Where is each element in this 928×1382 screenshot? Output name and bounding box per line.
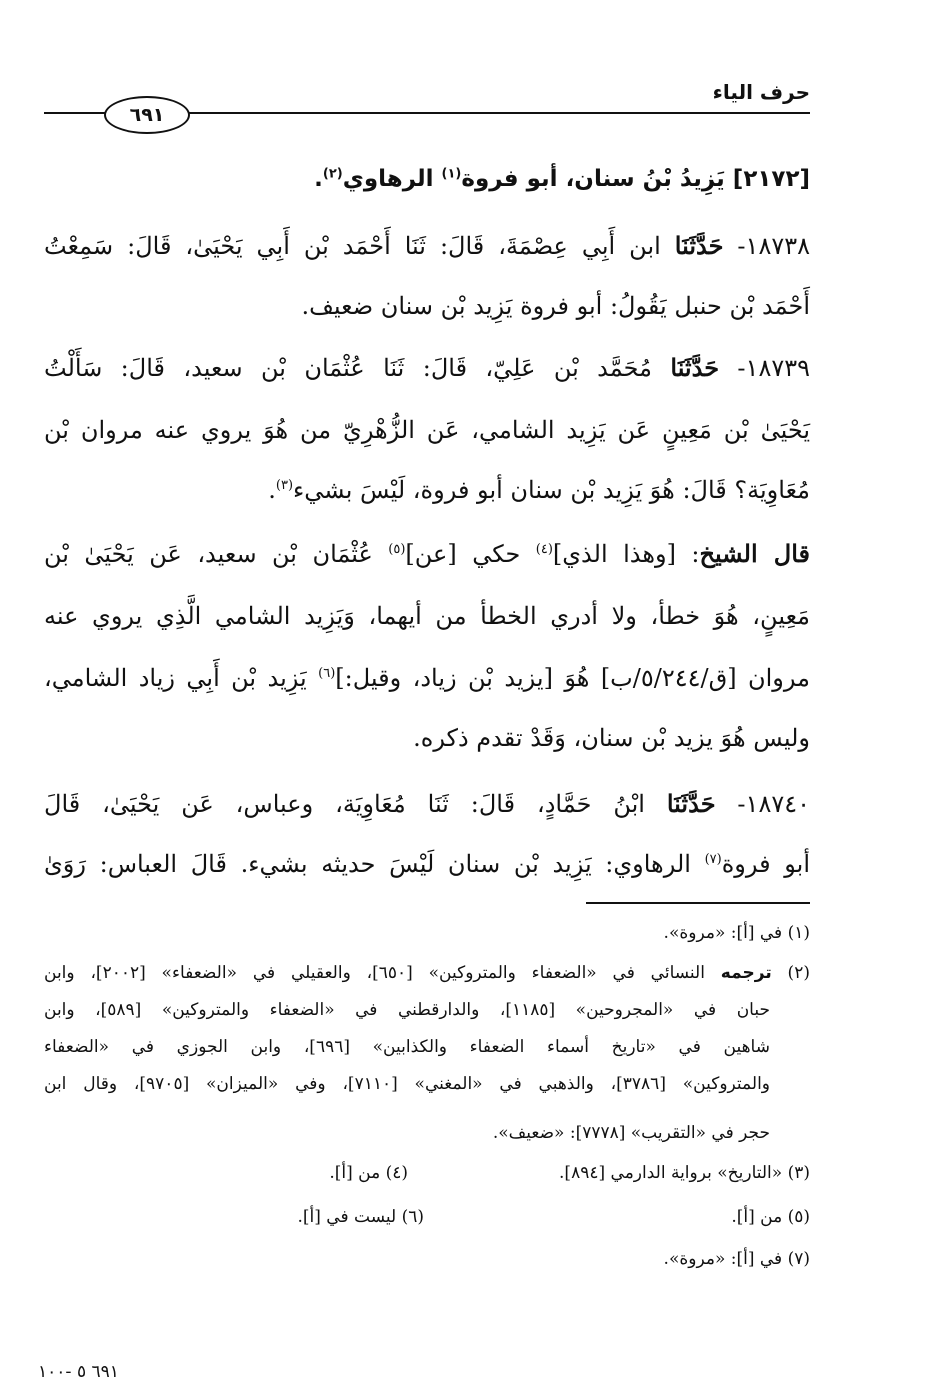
footnote-lead: ترجمه [720, 963, 772, 983]
hadith-lead: حَدَّثَنَا [666, 789, 716, 818]
footnote-2-line-5: حجر في «التقريب» [٧٧٧٨]: «ضعيف». [492, 1123, 770, 1143]
paragraph-text: مُحَمَّد بْن عَلِيّ، قَالَ: ثَنَا عُثْمَان بْن سعيد، قَالَ: سَأَلْتُ [44, 354, 671, 382]
footnote-ref-5: (٥) [388, 542, 406, 557]
footnote-ref-3: (٣) [275, 478, 294, 493]
footnote-7: (٧) في [أ]: «مروة». [663, 1249, 810, 1269]
paragraph-3-line-1 [44, 538, 810, 570]
entry-title-main: [٢١٧٢] يَزِيدُ بْنُ سنان، أبو فروة [461, 166, 810, 192]
hadith-lead: حَدَّثَنَا [670, 353, 720, 382]
footnote-5: (٥) من [أ]. [731, 1207, 810, 1227]
page-number: ٦٩١ [129, 104, 165, 126]
footnote-1: (١) في [أ]: «مروة». [663, 923, 810, 943]
paragraph-1-line-2: أَحْمَد بْن حنبل يَقُولُ: أبو فروة يَزِيد بْن سنان ضعيف. [301, 292, 810, 320]
paragraph-text: حكي [عن] [405, 540, 536, 568]
footnote-ref-4: (٤) [535, 542, 553, 557]
paragraph-2-line-2: يَحْيَىٰ بْن مَعِينٍ عَن يَزِيد الشامي، عَن الزُّهْرِيّ من هُوَ يروي عنه مروان بْن [44, 416, 810, 444]
hadith-number: ١٨٧٣٩- [719, 354, 810, 382]
entry-title-rest: الرهاوي [342, 166, 442, 192]
hadith-lead: حَدَّثَنَا [674, 231, 724, 260]
paragraph-text: الرهاوي: يَزِيد بْن سنان لَيْسَ حديثه بشيء. قَالَ العباس: رَوَىٰ [44, 850, 705, 878]
footnote-text: النسائي في «الضعفاء والمتروكين» [٦٥٠]، والعقيلي في «الضعفاء» [٢٠٠٢]، وابن [44, 963, 721, 983]
footnote-ref-6: (٦) [318, 666, 336, 681]
footnote-ref-1: (١) [441, 166, 462, 182]
hadith-number: ١٨٧٤٠- [715, 790, 810, 818]
page-number-badge [104, 96, 190, 134]
footnote-ref-2: (٢) [322, 166, 343, 182]
paragraph-2-line-3 [44, 474, 810, 506]
footnote-2-line-4: والمتروكين» [٣٧٨٦]، والذهبي في «المغني» [٧١١٠]، وفي «الميزان» [٩٧٠٥]، وقال ابن [44, 1074, 770, 1094]
paragraph-text: ابن أَبِي عِصْمَةَ، قَالَ: ثَنَا أَحْمَد بْن أَبِي يَحْيَىٰ، قَالَ: سَمِعْتُ [44, 232, 675, 260]
sheikh-lead: قال الشيخ [699, 539, 811, 568]
paragraph-2-line-1 [44, 352, 810, 384]
footnote-4: (٤) من [أ]. [329, 1163, 408, 1183]
footnote-ref-7: (٧) [704, 852, 722, 867]
footnote-rule [586, 902, 810, 904]
paragraph-4-line-1 [44, 788, 810, 820]
footnote-number: (٢) [771, 963, 810, 983]
entry-title-end: . [314, 166, 323, 192]
entry-title [314, 166, 810, 192]
paragraph-text: مروان [ق/٥/٢٤٤/ب] هُوَ [يزيد بْن زياد، وقيل:] [335, 664, 810, 692]
paragraph-text: أبو فروة [721, 850, 810, 878]
paragraph-text: . [268, 476, 276, 504]
footnote-3: (٣) «التاريخ» برواية الدارمي [٨٩٤]. [559, 1163, 810, 1183]
footnote-2-line-2: حبان في «المجروحين» [١١٨٥]، والدارقطني في «الضعفاء والمتروكين» [٥٨٩]، وابن [44, 1000, 770, 1020]
footnote-2-line-1 [44, 960, 810, 986]
paragraph-1-line-1 [44, 230, 810, 262]
paragraph-text: مُعَاوِيَة؟ قَالَ: هُوَ يَزِيد بْن سنان أبو فروة، لَيْسَ بشيء [293, 476, 810, 504]
paragraph-text: عُثْمَان بْن سعيد، عَن يَحْيَىٰ بْن [44, 540, 389, 568]
paragraph-text: ابْنُ حَمَّادٍ، قَالَ: ثَنَا مُعَاوِيَة، وعباس، عَن يَحْيَىٰ، قَالَ [44, 790, 667, 818]
bottom-page-mark: ٦٩١ ٥ -١٠٠ [38, 1362, 119, 1382]
footnote-2-line-3: شاهين في «تاريخ أسماء الضعفاء والكذابين» [٦٩٦]، وابن الجوزي في «الضعفاء [44, 1037, 770, 1057]
paragraph-3-line-4: وليس هُوَ يزيد بْن سنان، وَقَدْ تقدم ذكره. [413, 724, 810, 752]
paragraph-3-line-2: مَعِينٍ، هُوَ خطأ، ولا أدري الخطأ من أيهما، وَيَزِيد الشامي الَّذِي يروي عنه [44, 602, 810, 630]
paragraph-4-line-2 [44, 848, 810, 880]
hadith-number: ١٨٧٣٨- [723, 232, 810, 260]
running-head: حرف الياء [712, 80, 810, 104]
paragraph-text: : [وهذا الذي] [552, 540, 700, 568]
paragraph-3-line-3 [44, 662, 810, 694]
footnote-6: (٦) ليست في [أ]. [297, 1207, 424, 1227]
paragraph-text: يَزِيد بْن أَبِي زياد الشامي، [44, 664, 319, 692]
